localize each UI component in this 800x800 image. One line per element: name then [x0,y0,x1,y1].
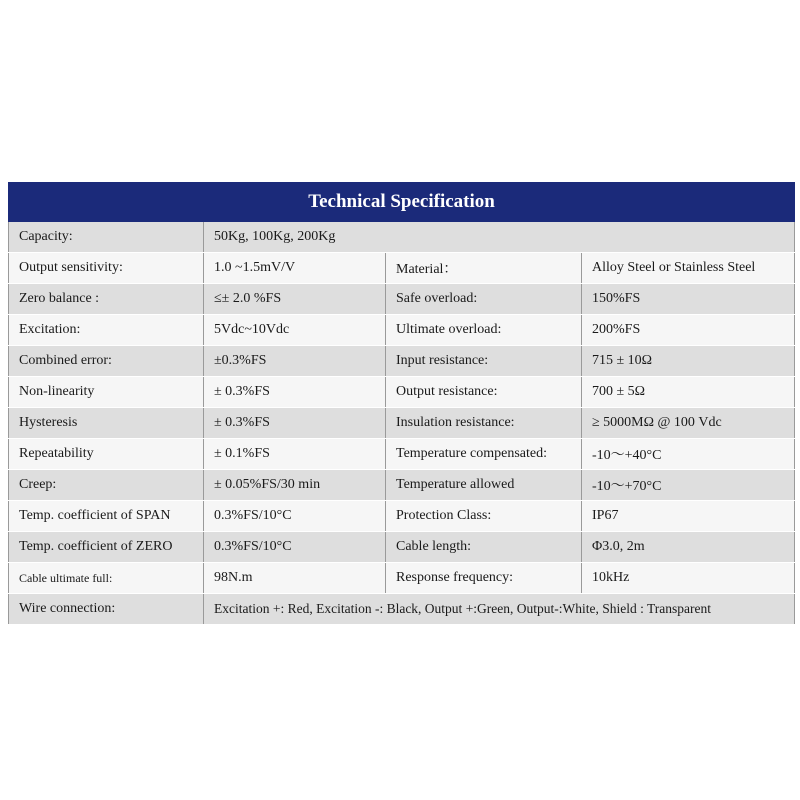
spec-label: Non-linearity [9,377,204,408]
table-row [9,563,795,594]
spec-value: 0.3%FS/10°C [204,501,386,532]
spec-label: Temperature compensated: [386,439,582,470]
table-row [9,346,795,377]
spec-value: -10～+40°C [582,439,795,470]
table-row [9,594,795,625]
spec-label: Repeatability [9,439,204,470]
title-row [9,183,795,222]
wire-connection-label: Wire connection: [9,594,204,625]
table-row [9,315,795,346]
spec-value: Alloy Steel or Stainless Steel [582,253,795,284]
spec-label: Material： [386,253,582,284]
spec-label: Temperature allowed [386,470,582,501]
table-row [9,501,795,532]
spec-label: Ultimate overload: [386,315,582,346]
spec-label: Protection Class: [386,501,582,532]
spec-label: Temp. coefficient of SPAN [9,501,204,532]
table-row [9,439,795,470]
spec-value: Φ3.0, 2m [582,532,795,563]
table-row [9,408,795,439]
wire-connection-value: Excitation +: Red, Excitation -: Black, Output +:Green, Output-:White, Shield : Transparent [204,594,795,625]
spec-value: 98N.m [204,563,386,594]
table-row [9,284,795,315]
spec-value: IP67 [582,501,795,532]
table-row [9,253,795,284]
spec-label: Zero balance : [9,284,204,315]
table-row [9,532,795,563]
table-row [9,222,795,253]
table-title: Technical Specification [9,183,795,222]
spec-value: ± 0.05%FS/30 min [204,470,386,501]
spec-value: 700 ± 5Ω [582,377,795,408]
table-row [9,377,795,408]
spec-value: ±0.3%FS [204,346,386,377]
spec-value: ≤± 2.0 %FS [204,284,386,315]
spec-value: ± 0.1%FS [204,439,386,470]
spec-value: 200%FS [582,315,795,346]
spec-value: ± 0.3%FS [204,377,386,408]
spec-value: -10～+70°C [582,470,795,501]
spec-label: Combined error: [9,346,204,377]
spec-value: 5Vdc~10Vdc [204,315,386,346]
spec-value: 10kHz [582,563,795,594]
spec-label: Creep: [9,470,204,501]
spec-label: Insulation resistance: [386,408,582,439]
capacity-label: Capacity: [9,222,204,253]
spec-value: 1.0 ~1.5mV/V [204,253,386,284]
table-row [9,470,795,501]
spec-value: 150%FS [582,284,795,315]
spec-label: Output sensitivity: [9,253,204,284]
spec-table [8,182,795,624]
spec-label: Output resistance: [386,377,582,408]
spec-label: Temp. coefficient of ZERO [9,532,204,563]
spec-value: ≥ 5000MΩ @ 100 Vdc [582,408,795,439]
spec-value: 0.3%FS/10°C [204,532,386,563]
spec-label: Safe overload: [386,284,582,315]
spec-label: Cable length: [386,532,582,563]
spec-value: ± 0.3%FS [204,408,386,439]
spec-value: 715 ± 10Ω [582,346,795,377]
capacity-value: 50Kg, 100Kg, 200Kg [204,222,795,253]
spec-label: Input resistance: [386,346,582,377]
spec-label: Response frequency: [386,563,582,594]
spec-label: Excitation: [9,315,204,346]
spec-label: Cable ultimate full: [9,563,204,594]
spec-label: Hysteresis [9,408,204,439]
